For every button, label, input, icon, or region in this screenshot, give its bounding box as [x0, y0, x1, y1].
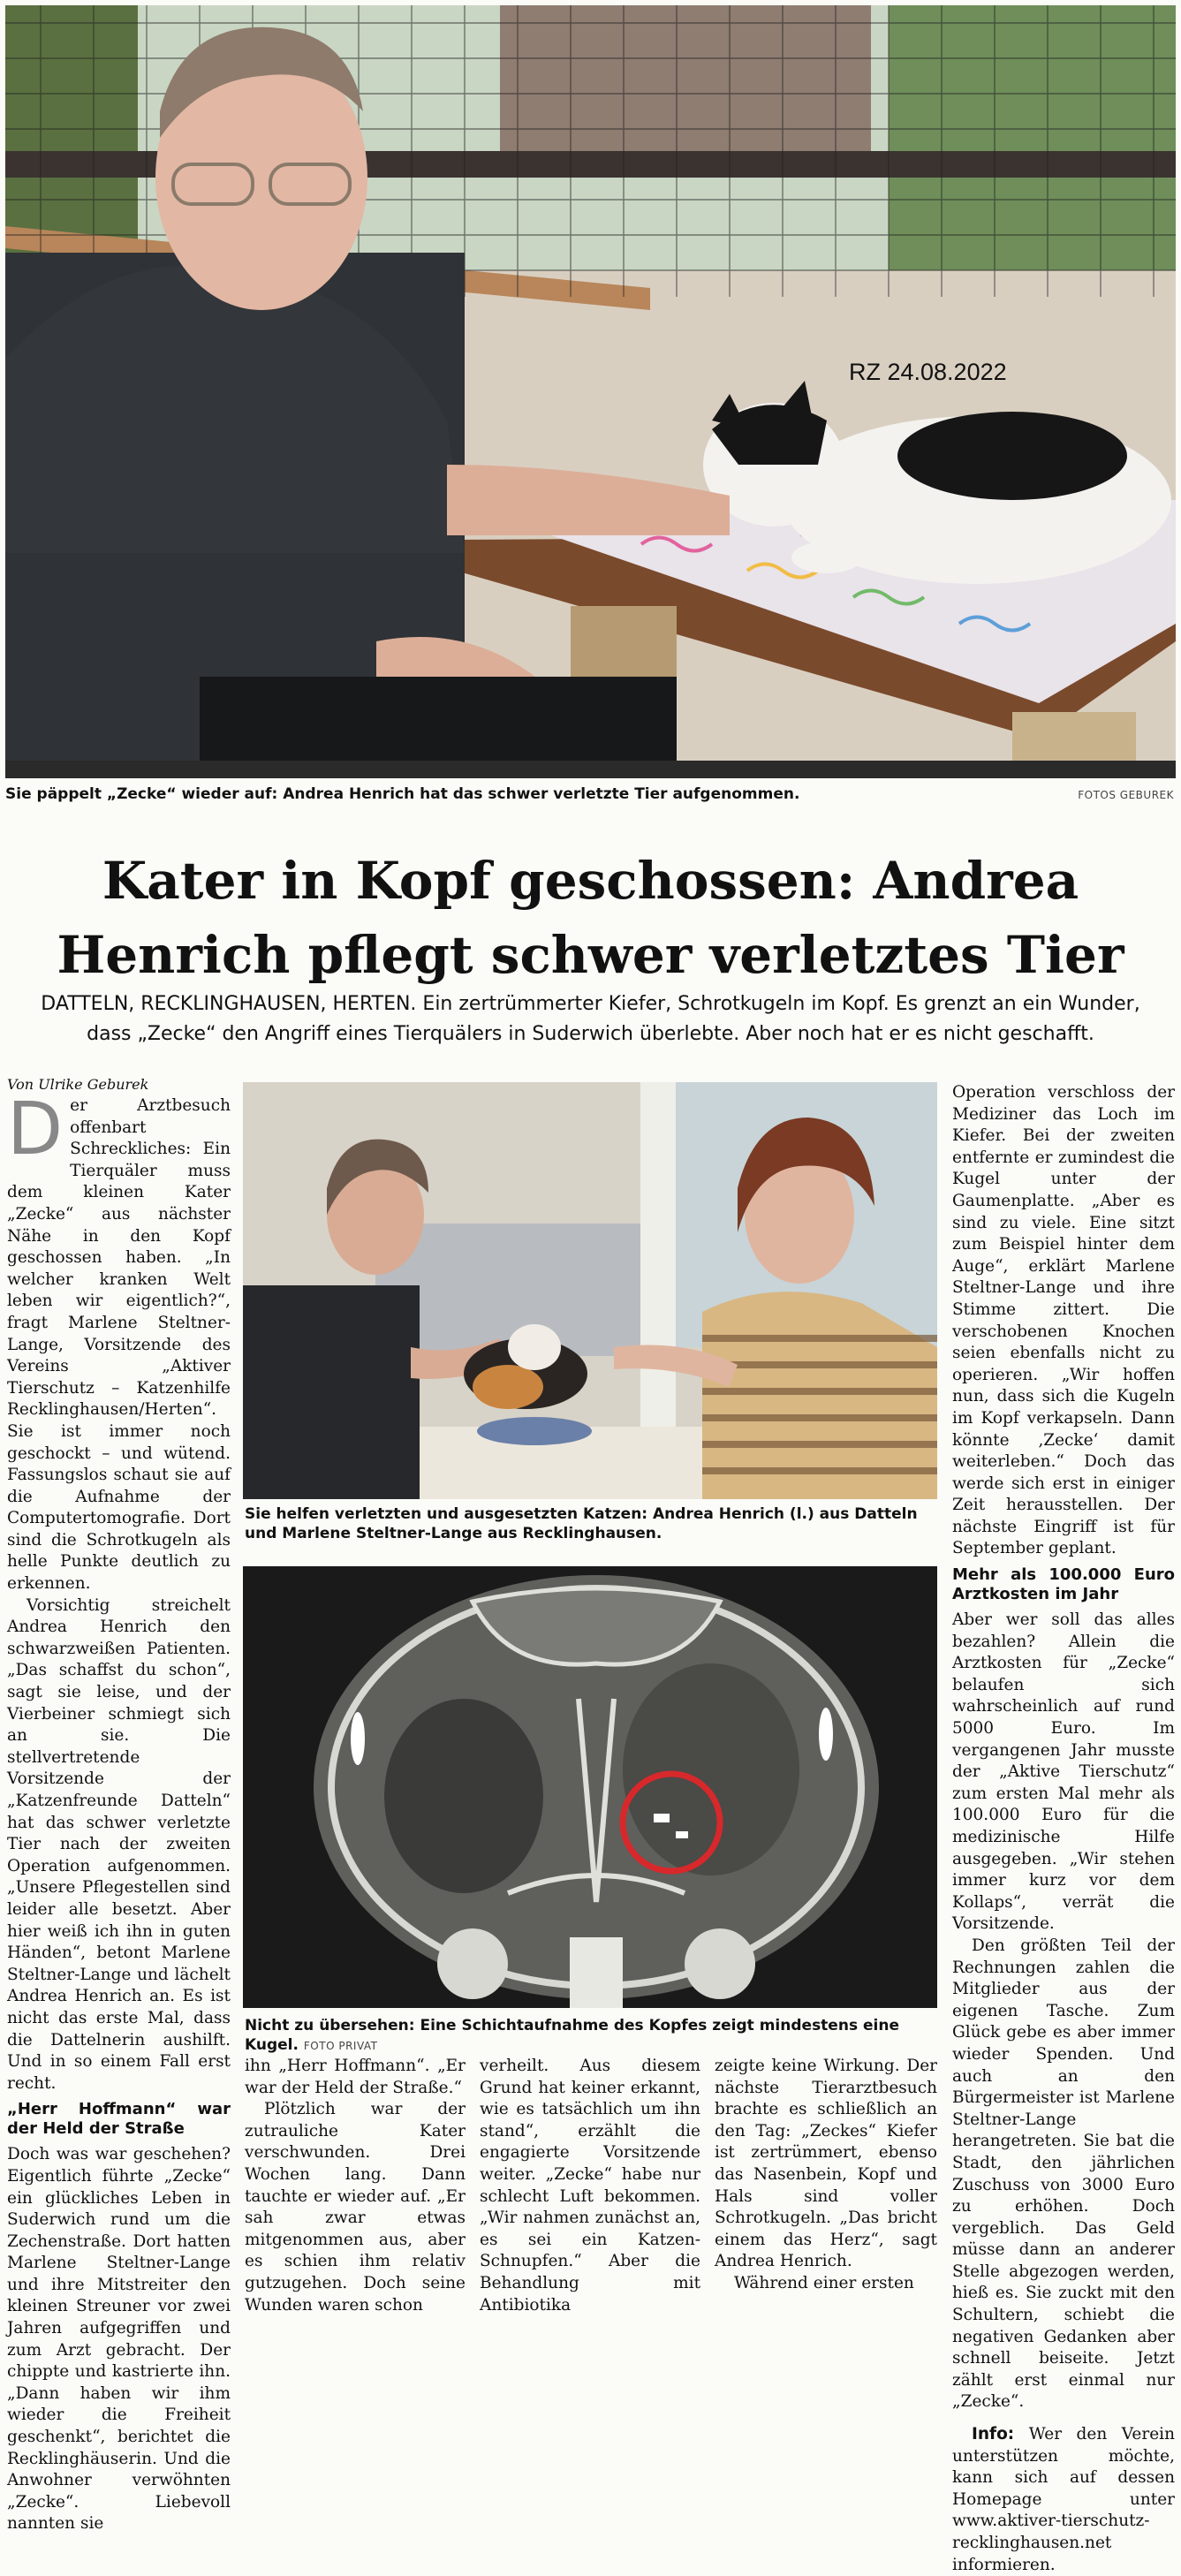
date-stamp: RZ 24.08.2022	[849, 359, 1007, 385]
article-column-1	[7, 1087, 231, 2534]
article-column-5	[952, 1082, 1175, 2574]
lead-line-1: DATTELN, RECKLINGHAUSEN, HERTEN. Ein zertrümmerter Kiefer, Schrotkugeln im Kopf. Es grenzt an ein Wunder,	[41, 993, 1140, 1015]
info-text: Wer den Verein unterstützen möchte, kann sich auf dessen Homepage unter www.aktiver-tierschutz-recklinghausen.net informieren.	[952, 2425, 1175, 2574]
col4-paragraph-1: zeigte keine Wirkung. Der nächste Tierarztbesuch brachte es schließlich an den Tag: „Zeckes“ Kiefer ist zertrümmert, ebenso das Nasenbein, Kopf und Hals sind voller Schrotkugeln. „Das bricht einem das Herz“, sagt Andrea Henrich.	[715, 2057, 937, 2271]
article-column-3	[480, 2056, 700, 2315]
ct-scan-drawing	[243, 1566, 937, 2008]
info-label: Info:	[972, 2425, 1015, 2444]
col1-paragraph-2: Vorsichtig streichelt Andrea Henrich den schwarzweißen Patienten. „Das schaffst du schon“, sagt sie leise, und der Vierbeiner schmiegt sich an sie. Die stellvertretende Vorsitzende der „Katzenfreunde Datteln“ hat das schwer verletzte Tier nach der zweiten Operation aufgenommen. „Unsere Pflegestellen sind leider alle besetzt. Aber hier weiß ich ihn in guten Händen“, betont Marlene Steltner-Lange und lächelt Andrea Henrich an. Es ist nicht das erste Mal, dass die Dattelnerin aushilft. Und in so einem Fall erst recht.	[7, 1595, 231, 2093]
headline-line-2: Henrich pflegt schwer verletztes Tier	[57, 925, 1124, 985]
lead-line-2: dass „Zecke“ den Angriff eines Tierquälers in Suderwich überlebte. Aber noch hat er es nicht geschafft.	[87, 1023, 1094, 1045]
article-column-2	[245, 2056, 466, 2315]
col4-paragraph-2: Während einer ersten	[734, 2273, 914, 2292]
col5-paragraph-2: Aber wer soll das alles bezahlen? Allein die Arztkosten für „Zecke“ belaufen sich wahrscheinlich auf rund 5000 Euro. Im vergangenen Jahr musste der „Aktive Tierschutz“ zum ersten Mal mehr als 100.000 Euro für die medizinische Hilfe ausgegeben. „Wir stehen immer kurz vor dem Kollaps“, verrät die Vorsitzende.	[952, 1610, 1175, 1934]
top-photo-drawing	[5, 5, 1176, 778]
middle-photo-drawing	[243, 1082, 937, 1499]
top-photo-caption	[5, 784, 1065, 804]
middle-photo-caption: Sie helfen verletzten und ausgesetzten Katzen: Andrea Henrich (l.) aus Datteln und Marlene Steltner-Lange aus Recklinghausen.	[245, 1505, 918, 1542]
drop-cap: D	[7, 1087, 64, 1171]
ct-photo-caption	[245, 2016, 943, 2056]
middle-photo	[243, 1082, 937, 1499]
col1-subheading: „Herr Hoffmann“ war der Held der Straße	[7, 2100, 231, 2139]
lead-paragraph	[35, 989, 1146, 1049]
top-photo-credit: FOTOS GEBUREK	[1078, 789, 1174, 801]
col5-paragraph-3: Den größten Teil der Rechnungen zahlen die Mitglieder aus der eigenen Tasche. Zum Glück gebe es aber immer wieder Spenden. Und auch an den Bürgermeister ist Marlene Steltner-Lange herangetreten. Sie bat die Stadt, den jährlichen Zuschuss von 3000 Euro zu erhöhen. Doch vergeblich. Das Geld müsse dann an anderer Stelle abgezogen werden, hieß es. Sie zuckt mit den Schultern, schiebt die negativen Gedanken aber schnell beiseite. Jetzt zählt erst einmal nur „Zecke“.	[952, 1936, 1175, 2412]
byline: Von Ulrike Geburek	[7, 1076, 149, 1093]
col2-paragraph-1: ihn „Herr Hoffmann“. „Er war der Held der Straße.“	[245, 2057, 466, 2097]
col5-info-box	[952, 2424, 1175, 2576]
col3-paragraph-1: verheilt. Aus diesem Grund hat keiner erkannt, wie es tatsächlich um ihn stand“, erzählt die engagierte Vorsitzende weiter. „Zecke“ habe nur schlecht Luft bekommen. „Wir nahmen zunächst an, es sei ein Katzen-Schnupfen.“ Aber die Behandlung mit Antibiotika	[480, 2057, 700, 2315]
col1-paragraph-1	[7, 1087, 231, 1595]
ct-scan-photo	[243, 1566, 937, 2008]
col2-paragraph-2: Plötzlich war der zutrauliche Kater verschwunden. Drei Wochen lang. Dann tauchte er wieder auf. „Er sah zwar etwas mitgenommen aus, aber es schien ihm relativ gutzugehen. Doch seine Wunden waren schon	[245, 2100, 466, 2315]
col5-paragraph-1: Operation verschloss der Mediziner das Loch im Kiefer. Bei der zweiten entfernte er zumindest die Kugel unter der Gaumenplatte. „Aber es sind zu viele. Eine sitzt zum Beispiel hinter dem Auge“, erklärt Marlene Steltner-Lange und ihre Stimme zittert. Die verschobenen Knochen seien ebenfalls nicht zu operieren. „Wir hoffen nun, dass sich die Kugeln im Kopf verkapseln. Dann könnte ‚Zecke‘ damit weiterleben.“ Doch das werde sich erst in einiger Zeit herausstellen. Der nächste Eingriff ist für September geplant.	[952, 1083, 1175, 1558]
headline-line-1: Kater in Kopf geschossen: Andrea	[102, 851, 1079, 911]
col1-paragraph-3: Doch was war geschehen? Eigentlich führte „Zecke“ ein glückliches Leben in Suderwich rund um die Zechenstraße. Dort hatten Marlene Steltner-Lange und ihre Mitstreiter den kleinen Streuner vor zwei Jahren aufgegriffen und zum Arzt gebracht. Der chippte und kastrierte ihn. „Dann haben wir ihm wieder die Freiheit geschenkt“, berichtet die Recklinghäuserin. Und die Anwohner verwöhnten „Zecke“. Liebevoll nannten sie	[7, 2145, 231, 2534]
col1-p1-text: er Arztbesuch offenbart Schreckliches: Ein Tierquäler muss dem kleinen Kater „Zecke“ aus nächster Nähe in den Kopf geschossen haben. „In welcher kranken Welt leben wir eigentlich?“, fragt Marlene Steltner-Lange, Vorsitzende des Vereins „Aktiver Tierschutz – Katzenhilfe Recklinghausen/Herten“. Sie ist immer noch geschockt – und wütend. Fassungslos schaut sie auf die Aufnahme der Computertomografie. Dort sind die Schrotkugeln als helle Punkte deutlich zu erkennen.	[7, 1096, 231, 1594]
article-column-4	[715, 2056, 937, 2292]
top-photo	[5, 5, 1176, 778]
top-caption-text: Sie päppelt „Zecke“ wieder auf: Andrea Henrich hat das schwer verletzte Tier aufgenommen.	[5, 785, 800, 803]
ct-caption-text: Nicht zu übersehen: Eine Schichtaufnahme des Kopfes zeigt mindestens eine Kugel.	[245, 2017, 899, 2054]
ct-photo-credit: FOTO PRIVAT	[303, 2040, 378, 2052]
col5-subheading: Mehr als 100.000 Euro Arztkosten im Jahr	[952, 1565, 1175, 1604]
headline	[0, 844, 1181, 992]
